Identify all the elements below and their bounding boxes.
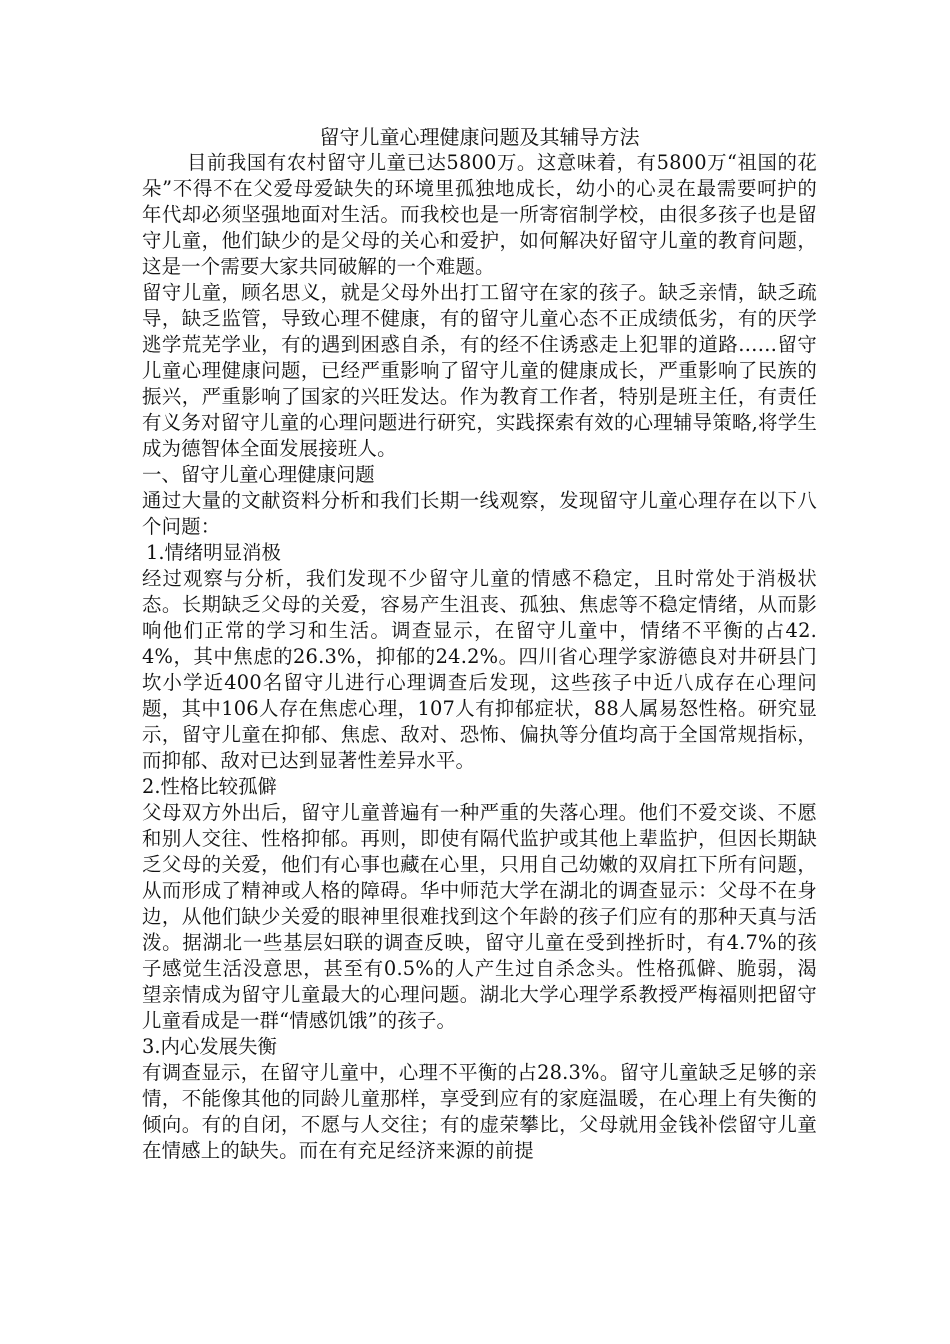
document-title: 留守儿童心理健康问题及其辅导方法 [319,125,640,149]
subsection-2-paragraph: 父母双方外出后，留守儿童普遍有一种严重的失落心理。他们不爱交谈、不愿和别人交往、性格抑郁。再则，即使有隔代监护或其他上辈监护，但因长期缺乏父母的关爱，他们有心事也藏在心里，只用自己幼嫩的双肩扛下所有问题，从而形成了精神或人格的障碍。华中师范大学在湖北的调查显示：父母不在身边，从他们缺少关爱的眼神里很难找到这个年龄的孩子们应有的那种天真与活泼。据湖北一些基层妇联的调查反映，留守儿童在受到挫折时，有4.7%的孩子感觉生活没意思，甚至有0.5%的人产生过自杀念头。性格孤僻、脆弱，渴望亲情成为留守儿童最大的心理问题。湖北大学心理学系教授严梅福则把留守儿童看成是一群“情感饥饿”的孩子。 [142,801,817,1032]
subsection-1-paragraph: 经过观察与分析，我们发现不少留守儿童的情感不稳定，且时常处于消极状态。长期缺乏父母的关爱，容易产生沮丧、孤独、焦虑等不稳定情绪，从而影响他们正常的学习和生活。调查显示，在留守儿童中，情绪不平衡的占42.4%，其中焦虑的26.3%，抑郁的24.2%。四川省心理学家游德良对井研县门坎小学近400名留守儿进行心理调查后发现，这些孩子中近八成存在心理问题，其中106人存在焦虑心理，107人有抑郁症状，88人属易怒性格。研究显示，留守儿童在抑郁、焦虑、敌对、恐怖、偏执等分值均高于全国常规指标，而抑郁、敌对已达到显著性差异水平。 [142,567,817,772]
intro-paragraph: 目前我国有农村留守儿童已达5800万。这意味着，有5800万“祖国的花朵”不得不在父爱母爱缺失的环境里孤独地成长，幼小的心灵在最需要呵护的年代却必须坚强地面对生活。而我校也是一所寄宿制学校，由很多孩子也是留守儿童，他们缺少的是父母的关心和爱护，如何解决好留守儿童的教育问题，这是一个需要大家共同破解的一个难题。 [142,151,817,278]
section-intro-paragraph: 通过大量的文献资料分析和我们长期一线观察，发现留守儿童心理存在以下八个问题： [142,489,817,538]
subheading-3: 3.内心发展失衡 [142,1035,277,1058]
subheading-1: 1.情绪明显消极 [146,541,281,564]
subsection-3-paragraph: 有调查显示，在留守儿童中，心理不平衡的占28.3%。留守儿童缺乏足够的亲情，不能像其他的同龄儿童那样，享受到应有的家庭温暖，在心理上有失衡的倾向。有的自闭，不愿与人交往；有的虚荣攀比，父母就用金钱补偿留守儿童在情感上的缺失。而在有充足经济来源的前提 [142,1061,817,1162]
document-page [142,124,817,1164]
subheading-2: 2.性格比较孤僻 [142,775,277,798]
section-heading-1: 一、留守儿童心理健康问题 [142,463,375,486]
definition-paragraph: 留守儿童，顾名思义，就是父母外出打工留守在家的孩子。缺乏亲情，缺乏疏导，缺乏监管，导致心理不健康，有的留守儿童心态不正成绩低劣，有的厌学逃学荒芜学业，有的遇到困惑自杀，有的经不住诱惑走上犯罪的道路……留守儿童心理健康问题，已经严重影响了留守儿童的健康成长，严重影响了民族的振兴，严重影响了国家的兴旺发达。作为教育工作者，特别是班主任，有责任有义务对留守儿童的心理问题进行研究，实践探索有效的心理辅导策略,将学生成为德智体全面发展接班人。 [142,281,817,460]
